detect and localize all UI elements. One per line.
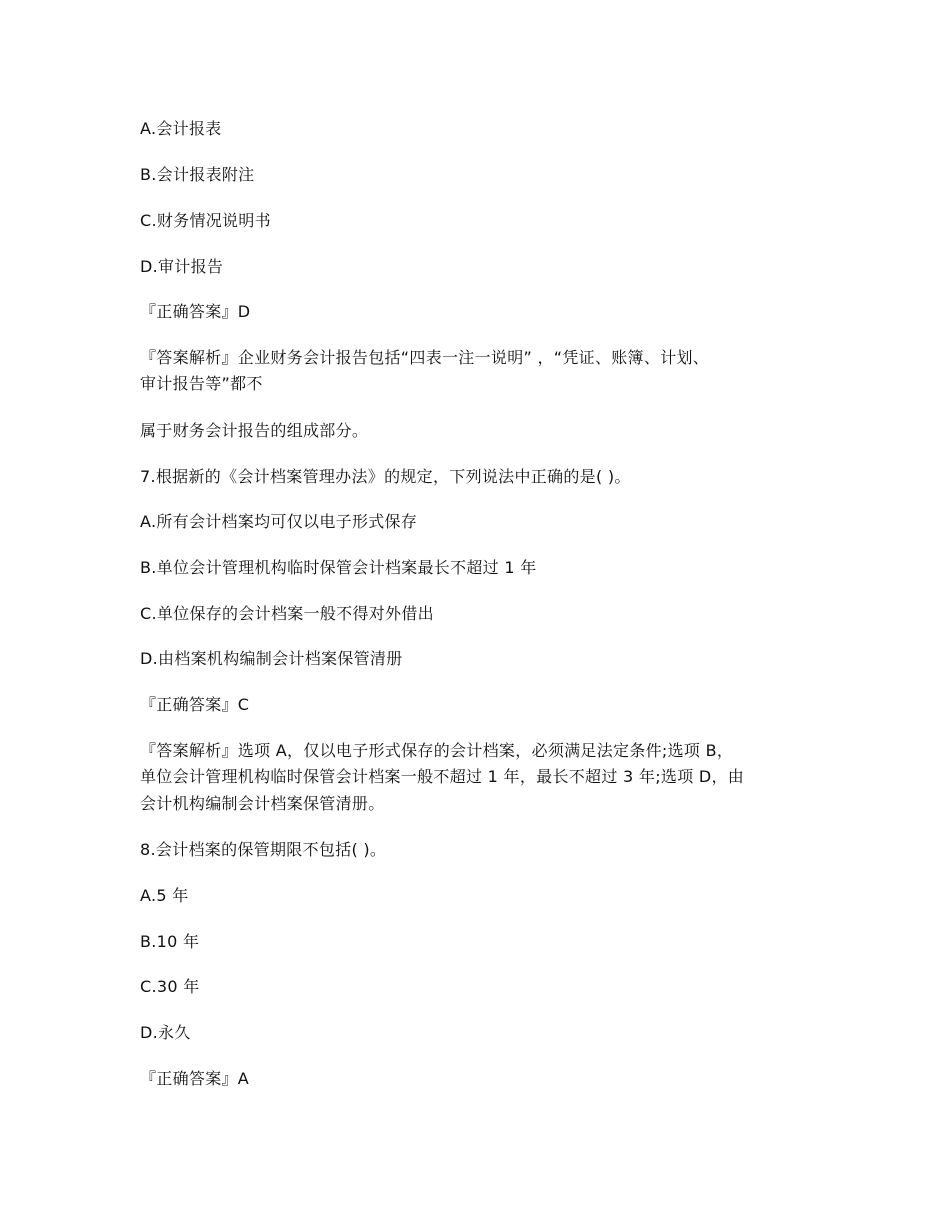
analysis-q6-line3: 属于财务会计报告的组成部分。 <box>140 421 369 440</box>
option-a-q7: A.所有会计档案均可仅以电子形式保存 <box>140 512 418 531</box>
option-a-q6: A.会计报表 <box>140 119 222 138</box>
option-b-q8: B.10 年 <box>140 932 200 951</box>
question-8: 8.会计档案的保管期限不包括( )。 <box>140 840 387 859</box>
correct-answer-q6: 『正确答案』D <box>140 302 251 321</box>
analysis-q6-line1: 『答案解析』企业财务会计报告包括“四表一注一说明” ，“凭证、账簿、计划、 <box>140 348 710 367</box>
option-b-q7: B.单位会计管理机构临时保管会计档案最长不超过 1 年 <box>140 558 537 577</box>
option-d-q8: D.永久 <box>140 1023 191 1042</box>
analysis-q7-line2: 单位会计管理机构临时保管会计档案一般不超过 1 年，最长不超过 3 年;选项 D，由 <box>140 767 745 786</box>
analysis-q7-line3: 会计机构编制会计档案保管清册。 <box>140 794 385 813</box>
analysis-q6-line2: 审计报告等”都不 <box>140 374 263 393</box>
analysis-q7-line1: 『答案解析』选项 A，仅以电子形式保存的会计档案，必须满足法定条件;选项 B， <box>140 741 734 760</box>
option-c-q7: C.单位保存的会计档案一般不得对外借出 <box>140 604 434 623</box>
correct-answer-q8: 『正确答案』A <box>140 1069 250 1088</box>
correct-answer-q7: 『正确答案』C <box>140 695 250 714</box>
option-c-q8: C.30 年 <box>140 977 200 996</box>
option-d-q6: D.审计报告 <box>140 257 224 276</box>
option-d-q7: D.由档案机构编制会计档案保管清册 <box>140 649 403 668</box>
option-c-q6: C.财务情况说明书 <box>140 211 271 230</box>
question-7: 7.根据新的《会计档案管理办法》的规定，下列说法中正确的是( )。 <box>140 467 631 486</box>
option-a-q8: A.5 年 <box>140 886 189 905</box>
option-b-q6: B.会计报表附注 <box>140 165 255 184</box>
